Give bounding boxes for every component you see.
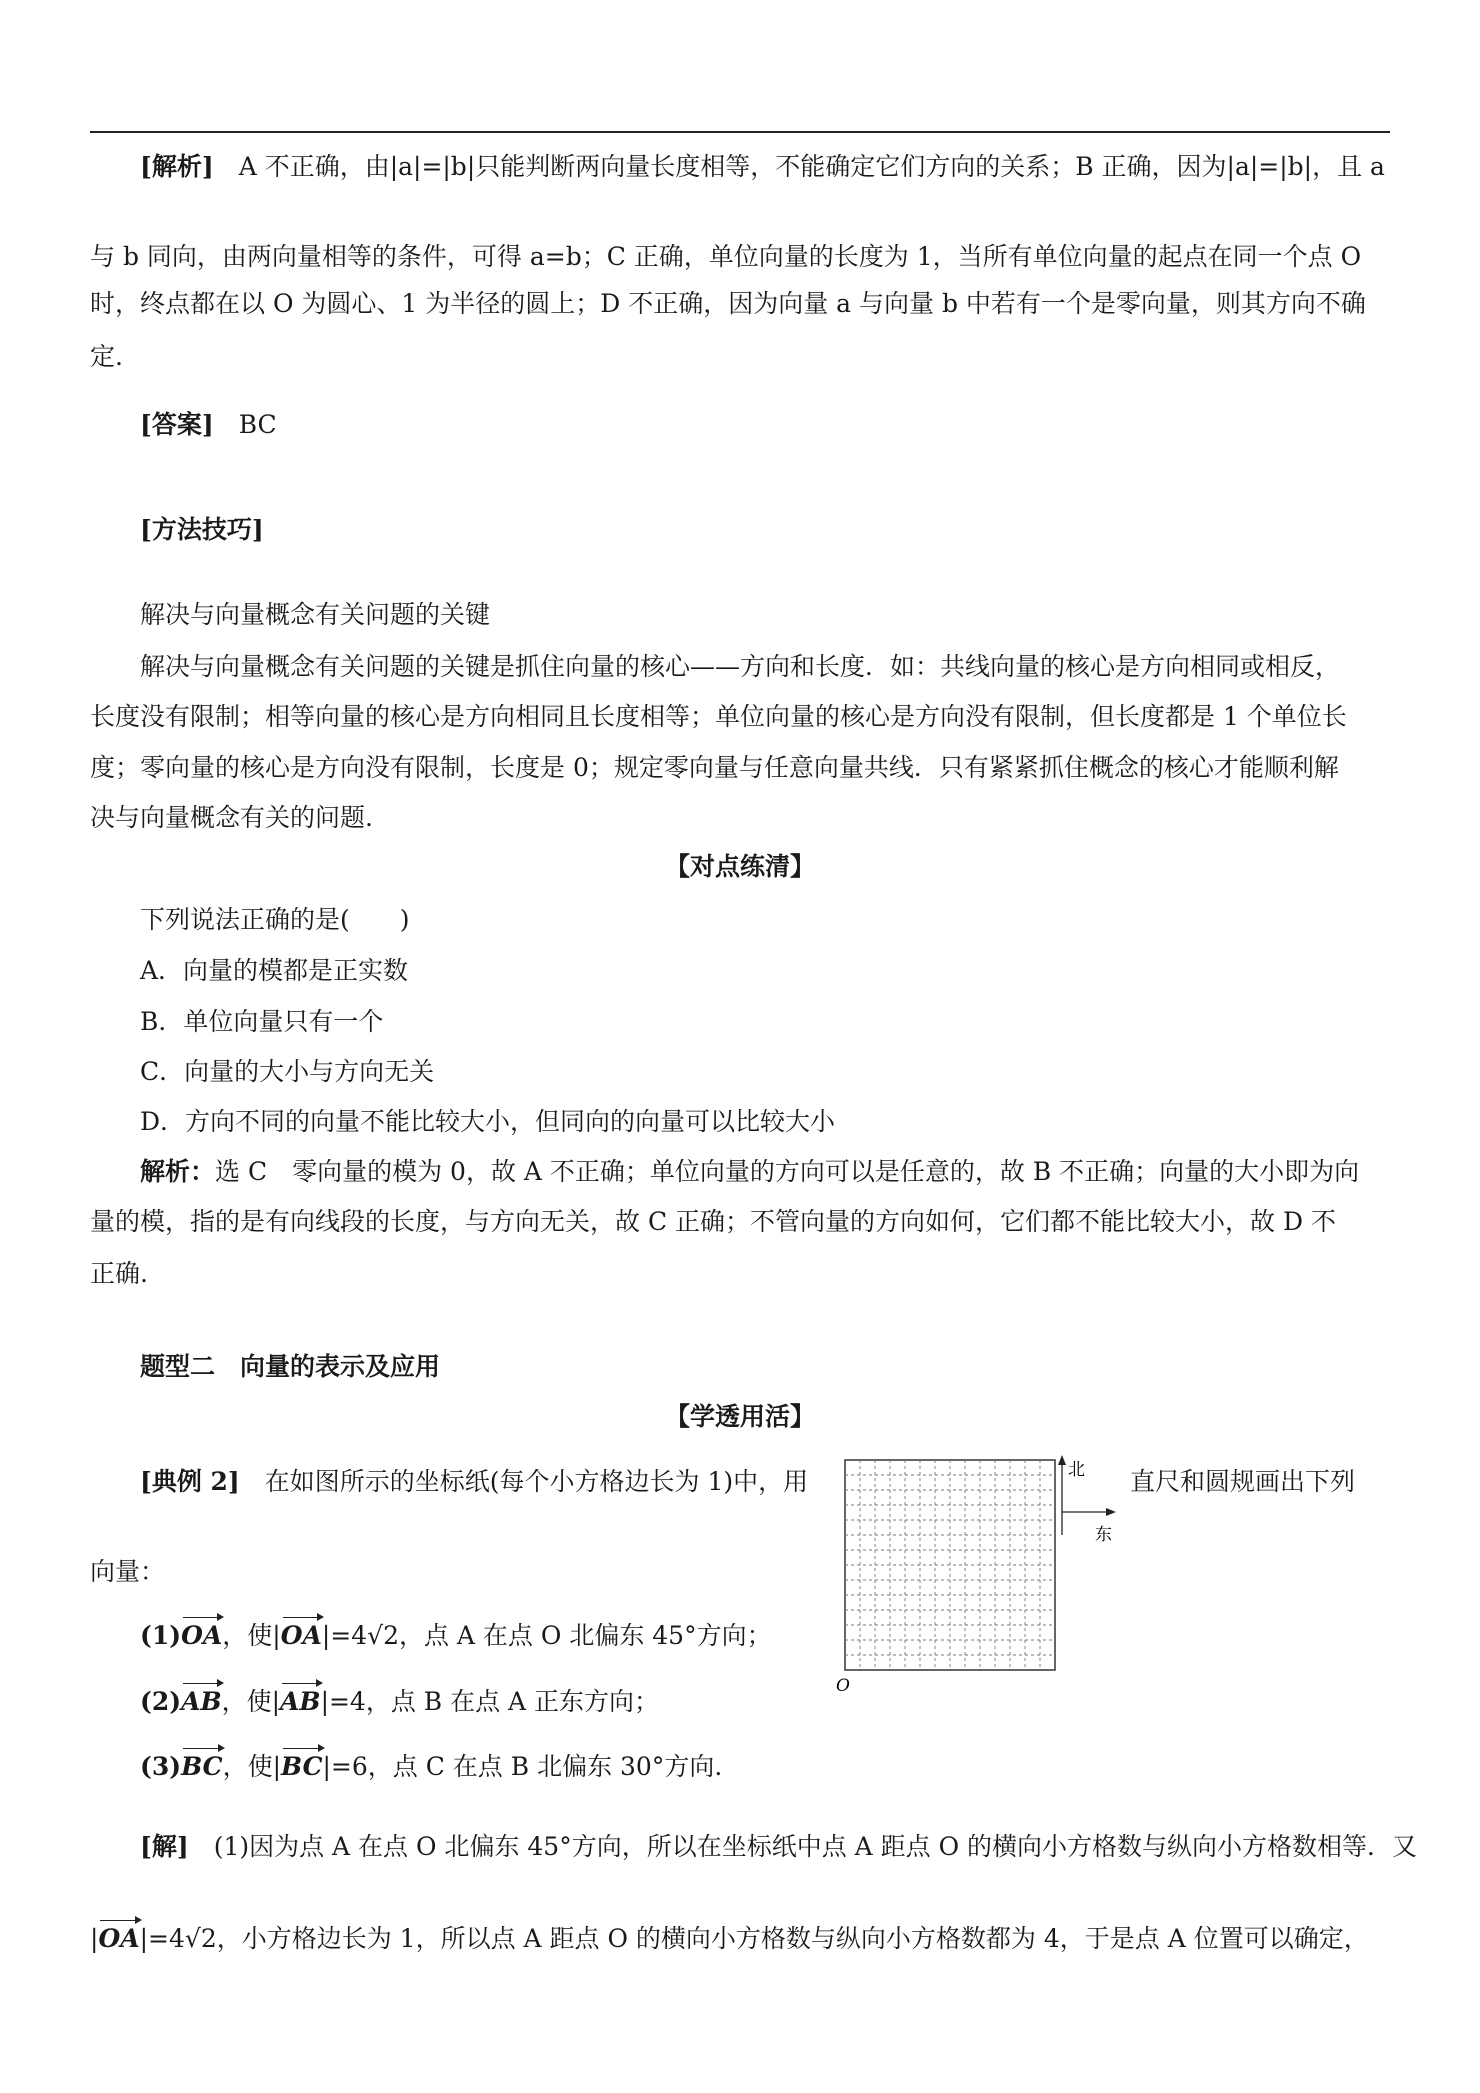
example-line-2: 向量： bbox=[90, 1557, 166, 1586]
item-3-num: (3) bbox=[140, 1752, 182, 1781]
east-arrow-icon bbox=[1106, 1508, 1116, 1516]
practice-option-b: B．单位向量只有一个 bbox=[140, 1007, 384, 1036]
solution-text-2: |=4√2，小方格边长为 1，所以点 A 距点 O 的横向小方格数与纵向小方格数都为 4，于是点 A 位置可以确定， bbox=[139, 1924, 1369, 1953]
method-line-4: 决与向量概念有关的问题. bbox=[90, 803, 373, 832]
example-line-1 bbox=[140, 1465, 808, 1499]
method-line-1: 解决与向量概念有关问题的关键是抓住向量的核心——方向和长度．如：共线向量的核心是方向相同或相反， bbox=[140, 652, 1341, 681]
answer-tag: [答案] bbox=[140, 410, 214, 439]
vector-oa-magnitude: OA bbox=[281, 1617, 322, 1653]
solution-line-1 bbox=[140, 1830, 1417, 1864]
coordinate-grid-figure bbox=[836, 1455, 1140, 1696]
analysis-line-2: 与 b 同向，由两向量相等的条件，可得 a=b；C 正确，单位向量的长度为 1，当所有单位向量的起点在同一个点 O bbox=[90, 242, 1362, 271]
item-1-mid: ，使| bbox=[222, 1621, 281, 1650]
east-label: 东 bbox=[1095, 1525, 1112, 1545]
practice-option-a: A．向量的模都是正实数 bbox=[140, 956, 409, 985]
grid-lines bbox=[845, 1460, 1055, 1670]
practice-option-d: D．方向不同的向量不能比较大小，但同向的向量可以比较大小 bbox=[140, 1107, 836, 1136]
practice-solution-line-3: 正确. bbox=[90, 1259, 148, 1288]
north-label: 北 bbox=[1068, 1460, 1085, 1480]
vector-bc-magnitude: BC bbox=[281, 1748, 323, 1784]
example-item-2 bbox=[140, 1683, 659, 1719]
practice-solution-tag: 解析： bbox=[140, 1157, 216, 1186]
method-tag: [方法技巧] bbox=[140, 515, 264, 544]
item-2-mid: ，使| bbox=[221, 1687, 281, 1716]
vector-oa: OA bbox=[181, 1617, 222, 1653]
practice-heading: 【对点练清】 bbox=[664, 852, 815, 881]
answer-value: BC bbox=[238, 410, 277, 439]
practice-solution-line-1 bbox=[140, 1155, 1359, 1189]
solution-tag: [解] bbox=[140, 1832, 189, 1861]
section-heading: 【学透用活】 bbox=[664, 1402, 815, 1431]
item-2-num: (2) bbox=[140, 1687, 182, 1716]
item-1-num: (1) bbox=[140, 1621, 182, 1650]
item-2-cond: |=4，点 B 在点 A 正东方向； bbox=[320, 1687, 660, 1716]
example-text-left: 在如图所示的坐标纸(每个小方格边长为 1)中，用 bbox=[264, 1467, 809, 1496]
solution-text-1: (1)因为点 A 在点 O 北偏东 45°方向，所以在坐标纸中点 A 距点 O 的横向小方格数与纵向小方格数相等．又 bbox=[213, 1832, 1418, 1861]
example-tag: [典例 2] bbox=[140, 1467, 240, 1496]
method-line-3: 度；零向量的核心是方向没有限制，长度是 0；规定零向量与任意向量共线．只有紧紧抓住概念的核心才能顺利解 bbox=[90, 753, 1339, 782]
analysis-tag: [解析] bbox=[140, 152, 214, 181]
solution-abs-open: | bbox=[90, 1924, 99, 1953]
practice-solution-text-1: 选 C 零向量的模为 0，故 A 不正确；单位向量的方向可以是任意的，故 B 不正确；向量的大小即为向 bbox=[215, 1157, 1360, 1186]
method-title: 解决与向量概念有关问题的关键 bbox=[140, 600, 491, 629]
analysis-line-3: 时，终点都在以 O 为圆心、1 为半径的圆上；D 不正确，因为向量 a 与向量 b 中若有一个是零向量，则其方向不确 bbox=[90, 289, 1366, 318]
method-line-2: 长度没有限制；相等向量的核心是方向相同且长度相等；单位向量的核心是方向没有限制，但长度都是 1 个单位长 bbox=[90, 702, 1347, 731]
item-3-mid: ，使| bbox=[222, 1752, 281, 1781]
north-arrow-icon bbox=[1058, 1455, 1066, 1465]
vector-ab: AB bbox=[181, 1683, 222, 1719]
vector-bc: BC bbox=[181, 1748, 223, 1784]
origin-label: O bbox=[836, 1676, 850, 1696]
analysis-text-1: A 不正确，由|a|=|b|只能判断两向量长度相等，不能确定它们方向的关系；B 正确，因为|a|=|b|，且 a bbox=[238, 152, 1385, 181]
practice-option-c: C．向量的大小与方向无关 bbox=[140, 1057, 435, 1086]
vector-ab-magnitude: AB bbox=[280, 1683, 321, 1719]
example-item-3 bbox=[140, 1748, 722, 1784]
analysis-line-1 bbox=[140, 150, 1385, 184]
answer-line bbox=[140, 408, 277, 442]
item-1-cond: |=4√2，点 A 在点 O 北偏东 45°方向； bbox=[321, 1621, 772, 1650]
practice-question: 下列说法正确的是( ) bbox=[140, 905, 410, 934]
practice-solution-line-2: 量的模，指的是有向线段的长度，与方向无关，故 C 正确；不管向量的方向如何，它们都不能比较大小，故 D 不 bbox=[90, 1207, 1336, 1236]
example-text-right: 直尺和圆规画出下列 bbox=[1130, 1467, 1356, 1496]
example-item-1 bbox=[140, 1617, 772, 1653]
analysis-line-4: 定. bbox=[90, 342, 123, 371]
section-title: 题型二 向量的表示及应用 bbox=[140, 1352, 441, 1381]
solution-line-2 bbox=[90, 1920, 1369, 1956]
header-rule bbox=[90, 131, 1390, 133]
item-3-cond: |=6，点 C 在点 B 北偏东 30°方向. bbox=[322, 1752, 723, 1781]
vector-oa-solution: OA bbox=[98, 1920, 139, 1956]
